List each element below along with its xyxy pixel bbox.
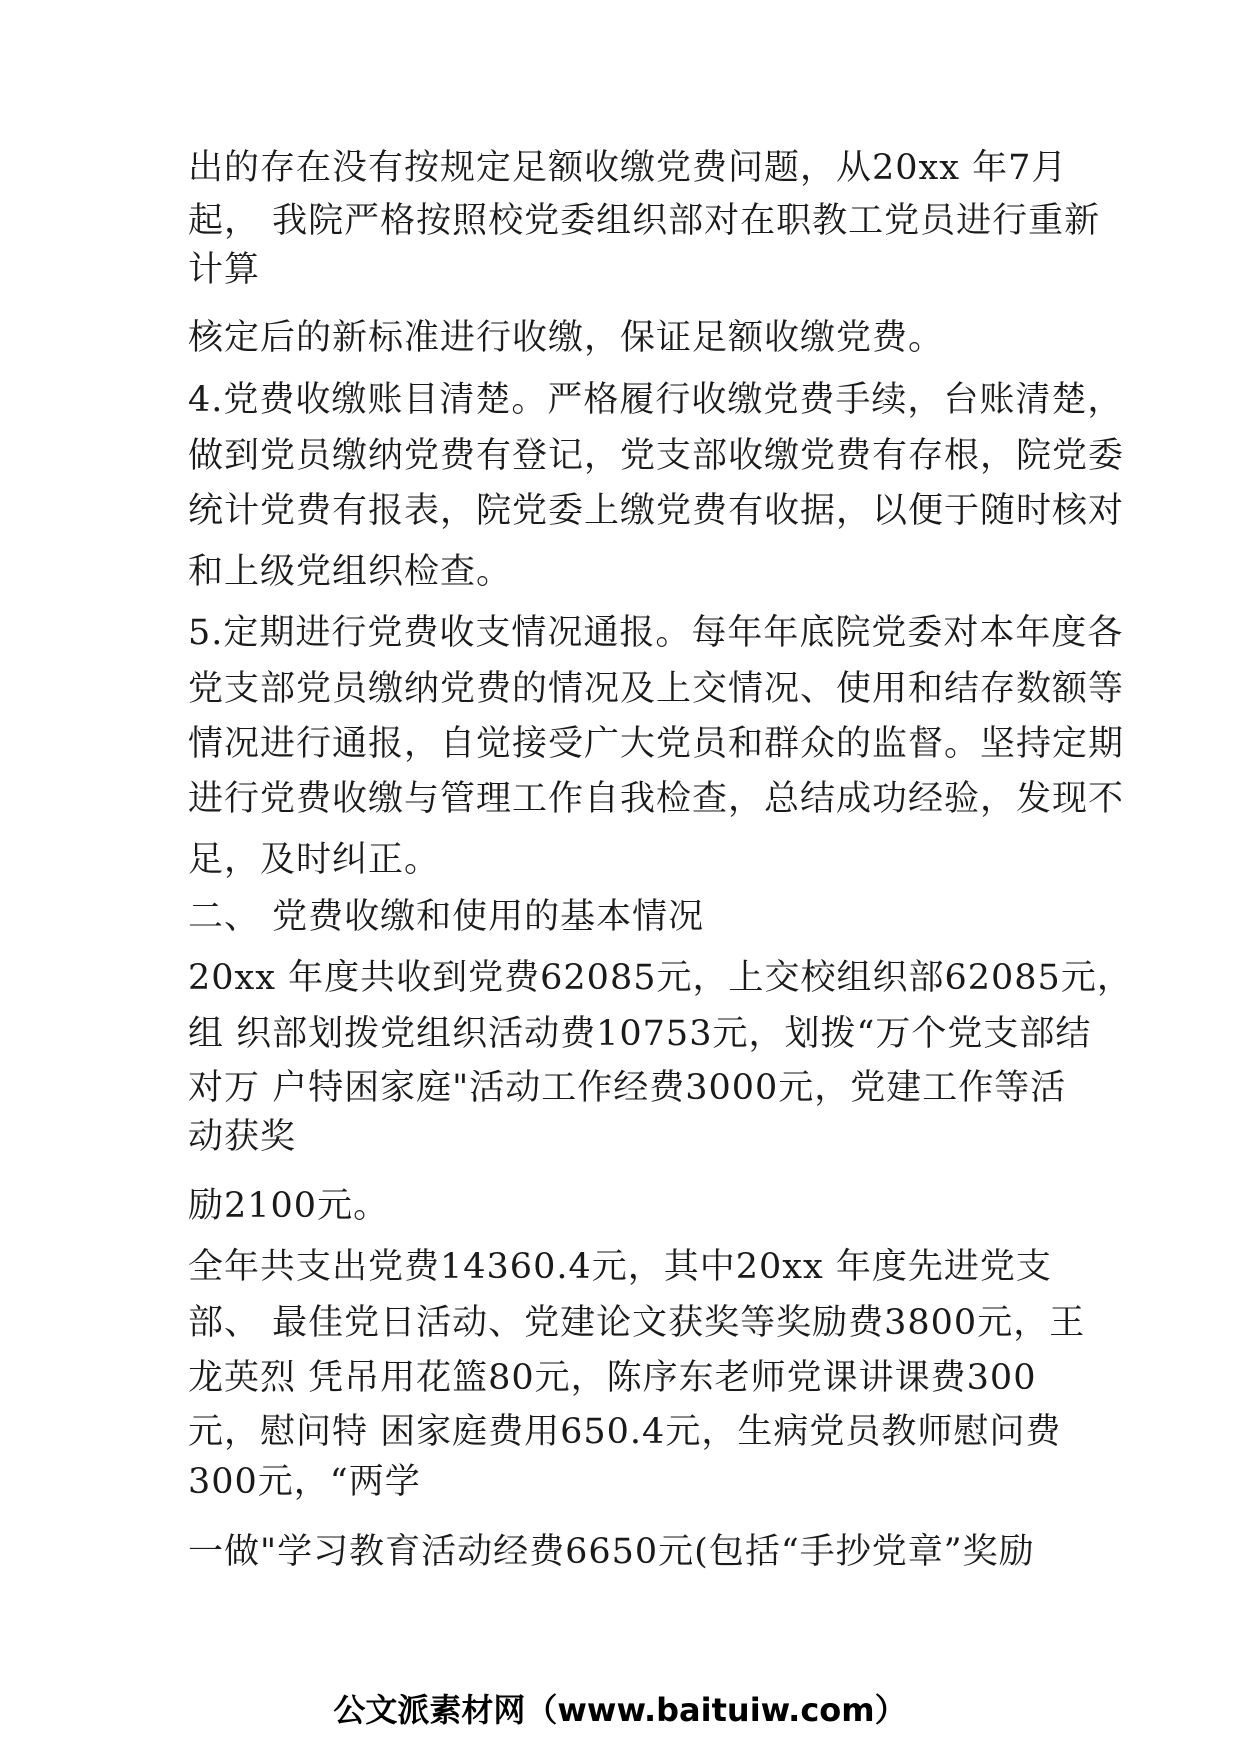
body-text-line: 足，及时纠正。 [188,840,441,880]
body-text-line: 统计党费有报表，院党委上缴党费有收据，以便于随时核对 [188,491,1125,531]
body-text-line: 做到党员缴纳党费有登记，党支部收缴党费有存根，院党委 [188,436,1125,476]
body-text-line: 动获奖 [188,1117,297,1157]
body-text-line: 组 织部划拨党组织活动费10753元，划拨“万个党支部结 [188,1014,1092,1054]
body-text-line: 龙英烈 凭吊用花篮80元，陈序东老师党课讲课费300 [188,1358,1037,1398]
section-heading: 二、 党费收缴和使用的基本情况 [188,897,705,937]
body-text-line: 和上级党组织检查。 [188,552,513,592]
body-text-line: 部、 最佳党日活动、党建论文获奖等奖励费3800元，王 [188,1303,1086,1343]
body-text-line: 全年共支出党费14360.4元，其中20xx 年度先进党支 [188,1247,1052,1287]
body-text-line: 情况进行通报，自觉接受广大党员和群众的监督。坚持定期 [188,724,1125,764]
body-text-line: 党支部党员缴纳党费的情况及上交情况、使用和结存数额等 [188,669,1125,709]
body-text-line: 对万 户特困家庭"活动工作经费3000元，党建工作等活 [188,1068,1067,1108]
body-text-line: 起， 我院严格按照校党委组织部对在职教工党员进行重新 [188,201,1101,241]
body-text-line: 计算 [188,250,261,290]
body-text-line: 一做"学习教育活动经费6650元(包括“手抄党章”奖励 [188,1532,1035,1572]
footer-watermark: 公文派素材网（www.baituiw.com） [333,1691,907,1729]
body-text-line: 进行党费收缴与管理工作自我检查，总结成功经验，发现不 [188,779,1125,819]
body-text-line: 励2100元。 [188,1186,390,1226]
body-text-line: 20xx 年度共收到党费62085元，上交校组织部62085元， [188,958,1133,998]
body-text-line: 元，慰问特 困家庭费用650.4元，生病党员教师慰问费 [188,1412,1062,1452]
body-text-line: 300元，“两学 [188,1462,421,1502]
body-text-line: 4.党费收缴账目清楚。严格履行收缴党费手续，台账清楚， [188,380,1124,420]
body-text-line: 出的存在没有按规定足额收缴党费问题，从20xx 年7月 [188,148,1068,188]
body-text-line: 5.定期进行党费收支情况通报。每年年底院党委对本年度各 [188,613,1124,653]
body-text-line: 核定后的新标准进行收缴，保证足额收缴党费。 [188,318,945,358]
